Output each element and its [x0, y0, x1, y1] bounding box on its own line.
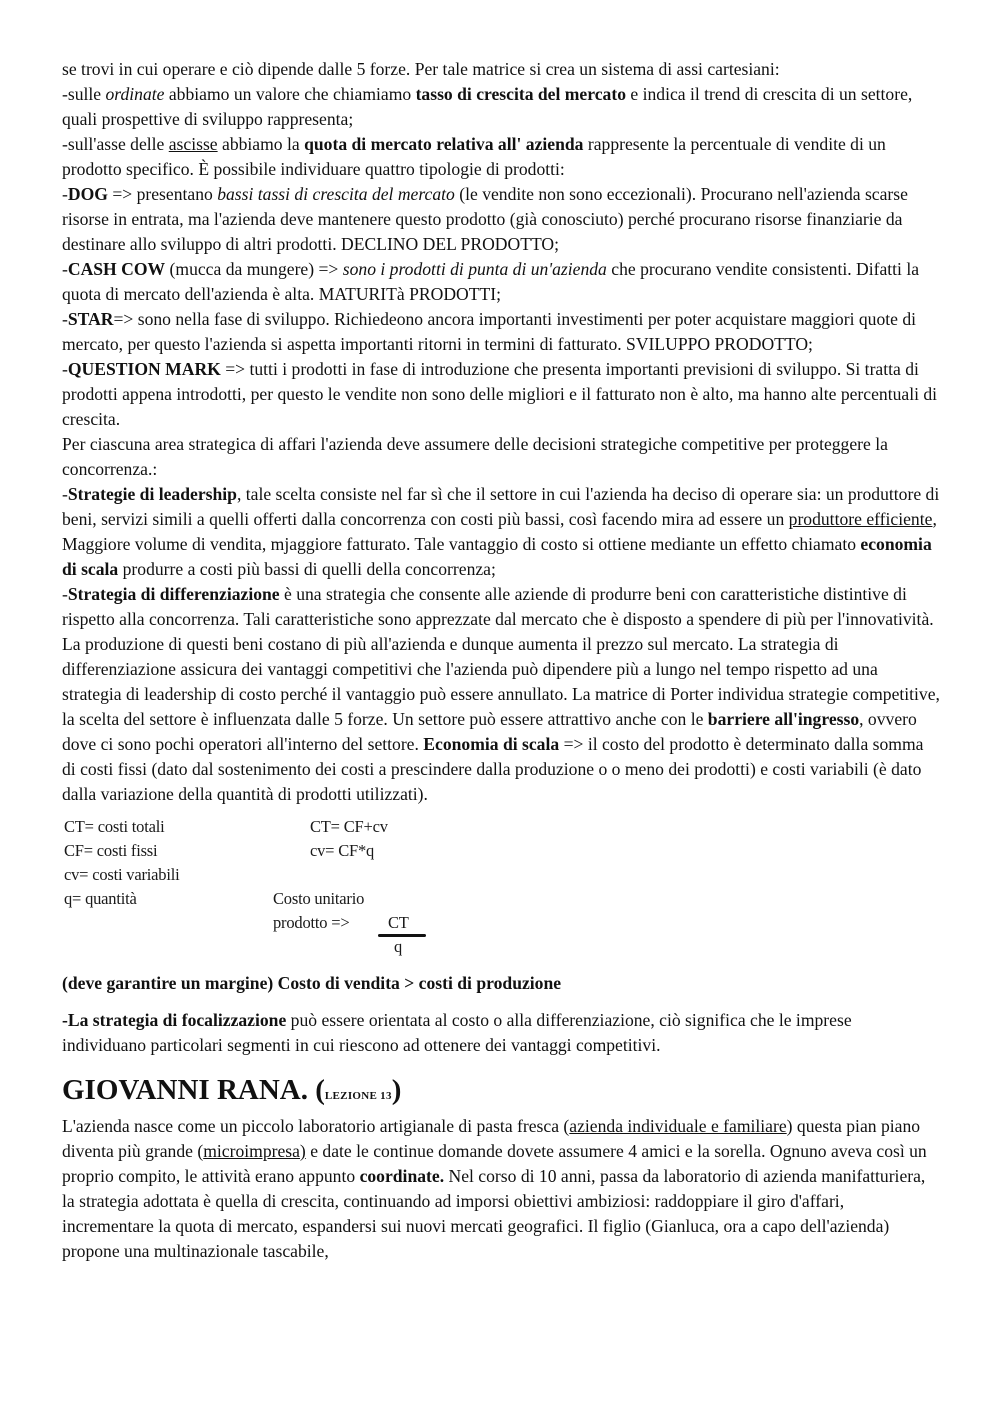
paragraph-strategic-area: Per ciascuna area strategica di affari l'azienda deve assumere delle decisioni strategiche competitive per proteggere la concorrenza.:	[62, 434, 888, 479]
legend-cv: cv= costi variabili	[64, 865, 180, 884]
bold-focus-strategy: -La strategia di focalizzazione	[62, 1010, 287, 1030]
paragraph-question-mark: -QUESTION MARK => tutti i prodotti in fase di introduzione che presenta importanti previsioni di sviluppo. Si tratta di prodotti appena introdotti, per questo le vendite non sono delle migliori e il fatturato non è alto, ma hanno alte percentuali di crescita.	[62, 359, 938, 429]
legend-cf: CF= costi fissi	[64, 841, 158, 860]
bold-cash-cow: CASH COW	[67, 259, 166, 279]
paragraph-intro: se trovi in cui operare e ciò dipende dalle 5 forze. Per tale matrice si crea un sistema di assi cartesiani:	[62, 59, 780, 79]
equation-cv: cv= CF*q	[310, 841, 375, 860]
italic-ordinate: ordinate	[105, 84, 165, 104]
legend-ct: CT= costi totali	[64, 817, 165, 836]
italic-low-growth: bassi tassi di crescita del mercato	[217, 184, 455, 204]
bold-coordinated: coordinate.	[359, 1166, 445, 1186]
lesson-label: LEZIONE 13	[324, 1090, 392, 1102]
bold-dog: DOG	[67, 184, 108, 204]
legend-q: q= quantità	[64, 889, 137, 908]
formula-legend	[64, 815, 179, 911]
underline-microenterprise: microimpresa)	[203, 1141, 306, 1161]
bold-question-mark: QUESTION MARK	[67, 359, 221, 379]
bold-leadership: Strategie di leadership	[67, 484, 237, 504]
bold-differentiation: Strategia di differenziazione	[67, 584, 280, 604]
bold-entry-barriers: barriere all'ingresso	[707, 709, 860, 729]
fraction-denominator: q	[394, 937, 403, 956]
underline-family-business: azienda individuale e familiare	[569, 1116, 787, 1136]
paragraph-leadership: -Strategie di leadership, tale scelta consiste nel far sì che il settore in cui l'azienda ha deciso di operare sia: un produttore di beni, servizi simili a quelli offerti dalla concorrenza con costi più bassi, così facendo mira ad essere un produttore efficiente, Maggiore volume di vendita, mjaggiore fatturato. Tale vantaggio di costo si ottiene mediante un effetto chiamato economia di scala produrre a costi più bassi di quelli della concorrenza;	[62, 484, 940, 579]
paragraph-dog: -DOG => presentano bassi tassi di crescita del mercato (le vendite non sono eccezionali). Procurano nell'azienda scarse risorse in entrata, ma l'azienda deve mantenere questo prodotto (già conosciuto) perché procurano risorse finanziarie da destinare allo sviluppo di altri prodotti. DECLINO DEL PRODOTTO;	[62, 184, 908, 254]
bold-market-share: quota di mercato relativa all' azienda	[304, 134, 584, 154]
document-page	[62, 57, 940, 1264]
bold-star: STAR	[67, 309, 114, 329]
fraction-numerator: CT	[388, 913, 409, 932]
bold-economy-of-scale: economia di scala	[62, 534, 932, 579]
bold-economy-of-scale-2: Economia di scala	[423, 734, 560, 754]
equation-ct: CT= CF+cv	[310, 817, 388, 836]
paragraph-differentiation: -Strategia di differenziazione è una strategia che consente alle aziende di produrre beni con caratteristiche distintive di rispetto alla concorrenza. Tali caratteristiche sono apprezzate dal mercato che è disposto a spendere di più per l'innovatività. La produzione di questi beni costano di più all'azienda e dunque aumenta il prezzo sul mercato. La strategia di differenziazione assicura dei vantaggi competitivi che l'azienda può dipendere più a lungo nel tempo rispetto ad una strategia di leadership di costo perché il vantaggio può essere annullato. La matrice di Porter individua strategie competitive, la scelta del settore è influenzata dalle 5 forze. Un settore può essere attrattivo anche con le barriere all'ingresso, ovvero dove ci sono pochi operatori all'interno del settore. Economia di scala => il costo del prodotto è determinato dalla somma di costi fissi (dato dal sostenimento dei costi a prescindere dalla produzione o o meno dei prodotti) e costi variabili (è dato dalla variazione della quantità di prodotti utilizzati).	[62, 584, 940, 804]
underline-efficient-producer: produttore efficiente	[788, 509, 933, 529]
unit-cost-label: Costo unitario prodotto =>	[273, 889, 365, 932]
paragraph-focus: -La strategia di focalizzazione può essere orientata al costo o alla differenziazione, ciò significa che le imprese individuano particolari segmenti in cui riescono ad ottenere dei vantaggi competitivi.	[62, 1010, 852, 1055]
bold-growth-rate: tasso di crescita del mercato	[415, 84, 626, 104]
paragraph-ascisse: -sull'asse delle ascisse abbiamo la quota di mercato relativa all' azienda rappresente la percentuale di vendite di un prodotto specifico. È possibile individuare quattro tipologie di prodotti:	[62, 134, 886, 179]
cost-formula-image	[62, 813, 940, 959]
section-heading-giovanni-rana: GIOVANNI RANA. (LEZIONE 13)	[62, 1074, 402, 1106]
underline-ascisse: ascisse	[168, 134, 218, 154]
paragraph-margin: (deve garantire un margine) Costo di vendita > costi di produzione	[62, 973, 562, 993]
paragraph-cash-cow: -CASH COW (mucca da mungere) => sono i prodotti di punta di un'azienda che procurano vendite consistenti. Difatti la quota di mercato dell'azienda è alta. MATURITà PRODOTTI;	[62, 259, 920, 304]
paragraph-ordinate: -sulle ordinate abbiamo un valore che chiamiamo tasso di crescita del mercato e indica il trend di crescita di un settore, quali prospettive di sviluppo rappresenta;	[62, 84, 913, 129]
paragraph-rana: L'azienda nasce come un piccolo laboratorio artigianale di pasta fresca (azienda individuale e familiare) questa pian piano diventa più grande (microimpresa) e date le continue domande dovete assumere 4 amici e la sorella. Ognuno aveva così un proprio compito, le attività erano appunto coordinate. Nel corso di 10 anni, passa da laboratorio di azienda manifatturiera, la strategia adottata è quella di crescita, continuando ad imporsi obiettivi ambiziosi: raddoppiare il giro d'affari, incrementare la quota di mercato, espandersi sui nuovi mercati geografici. Il figlio (Gianluca, ora a capo dell'azienda) propone una multinazionale tascabile,	[62, 1116, 927, 1261]
italic-top-products: sono i prodotti di punta di un'azienda	[342, 259, 607, 279]
paragraph-star: -STAR=> sono nella fase di sviluppo. Richiedeono ancora importanti investimenti per poter acquistare maggiori quote di mercato, per questo l'azienda si aspetta importanti ritorni in termini di fatturato. SVILUPPO PRODOTTO;	[62, 309, 917, 354]
formula-equations	[310, 815, 388, 863]
